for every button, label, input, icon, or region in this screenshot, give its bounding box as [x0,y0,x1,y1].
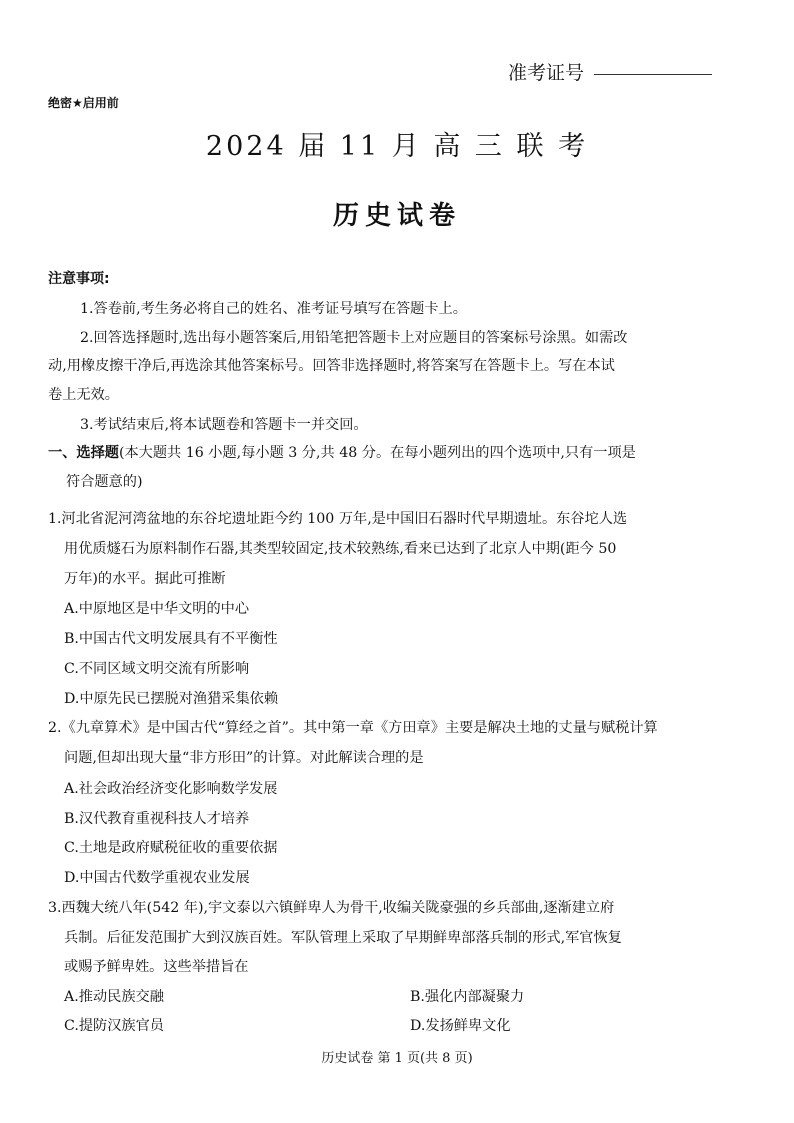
page-footer: 历史试卷 第 1 页(共 8 页) [321,1051,473,1066]
question-2-option-b: B.汉代教育重视科技人才培养 [64,811,250,827]
question-3-stem: 兵制。后征发范围扩大到汉族百姓。军队管理上采取了早期鲜卑部落兵制的形式,军官恢复 [64,930,622,946]
notes-item: 卷上无效。 [48,387,119,403]
question-2-option-c: C.土地是政府赋税征收的重要依据 [64,840,278,856]
question-2-stem: 2.《九章算术》是中国古代“算经之首”。其中第一章《方田章》主要是解决土地的丈量与赋税计算 [48,720,658,736]
question-3-option-c: C.提防汉族官员 [64,1018,164,1034]
exam-id-label: 准考证号 [508,62,585,84]
notes-item: 1.答卷前,考生务必将自己的姓名、准考证号填写在答题卡上。 [80,301,467,317]
confidential-mark: 绝密★启用前 [48,96,119,110]
question-1-stem: 1.河北省泥河湾盆地的东谷坨遗址距今约 100 万年,是中国旧石器时代早期遗址。东谷坨人选 [48,511,628,527]
question-2-option-d: D.中国古代数学重视农业发展 [64,870,250,886]
question-1-option-c: C.不同区域文明交流有所影响 [64,661,250,677]
notes-item: 2.回答选择题时,选出每小题答案后,用铅笔把答题卡上对应题目的答案标号涂黑。如需改 [80,330,628,346]
question-3-option-b: B.强化内部凝聚力 [410,989,525,1005]
question-2-option-a: A.社会政治经济变化影响数学发展 [64,781,278,797]
section-desc: (本大题共 16 小题,每小题 3 分,共 48 分。在每小题列出的四个选项中,只有一项是 [118,445,636,461]
question-3-option-a: A.推动民族交融 [64,989,164,1005]
subject-title: 历史试卷 [332,201,461,231]
question-1-stem: 用优质燧石为原料制作石器,其类型较固定,技术较熟练,看来已达到了北京人中期(距今 50 [64,541,617,557]
question-1-option-a: A.中原地区是中华文明的中心 [64,601,250,617]
question-3-stem: 3.西魏大统八年(542 年),宇文泰以六镇鲜卑人为骨干,收编关陇豪强的乡兵部曲,逐渐建立府 [48,900,615,916]
section-label: 一、选择题 [48,445,119,461]
question-1-stem: 万年)的水平。据此可推断 [64,571,226,587]
question-1-option-b: B.中国古代文明发展具有不平衡性 [64,631,278,647]
question-3-option-d: D.发扬鲜卑文化 [410,1018,511,1034]
notes-heading: 注意事项: [48,271,110,287]
section-desc-continued: 符合题意的) [66,474,143,490]
question-1-option-d: D.中原先民已摆脱对渔猎采集依赖 [64,691,279,707]
exam-id-field [508,58,712,85]
notes-item: 3.考试结束后,将本试题卷和答题卡一并交回。 [80,417,368,433]
question-3-stem: 或赐予鲜卑姓。这些举措旨在 [64,959,249,975]
exam-id-blank [594,74,712,75]
question-2-stem: 问题,但却出现大量“非方形田”的计算。对此解读合理的是 [64,750,424,766]
notes-item: 动,用橡皮擦干净后,再选涂其他答案标号。回答非选择题时,将答案写在答题卡上。写在本试 [48,358,615,374]
exam-title: 2024 届 11 月 高 三 联 考 [205,131,589,162]
section-header [48,442,636,462]
